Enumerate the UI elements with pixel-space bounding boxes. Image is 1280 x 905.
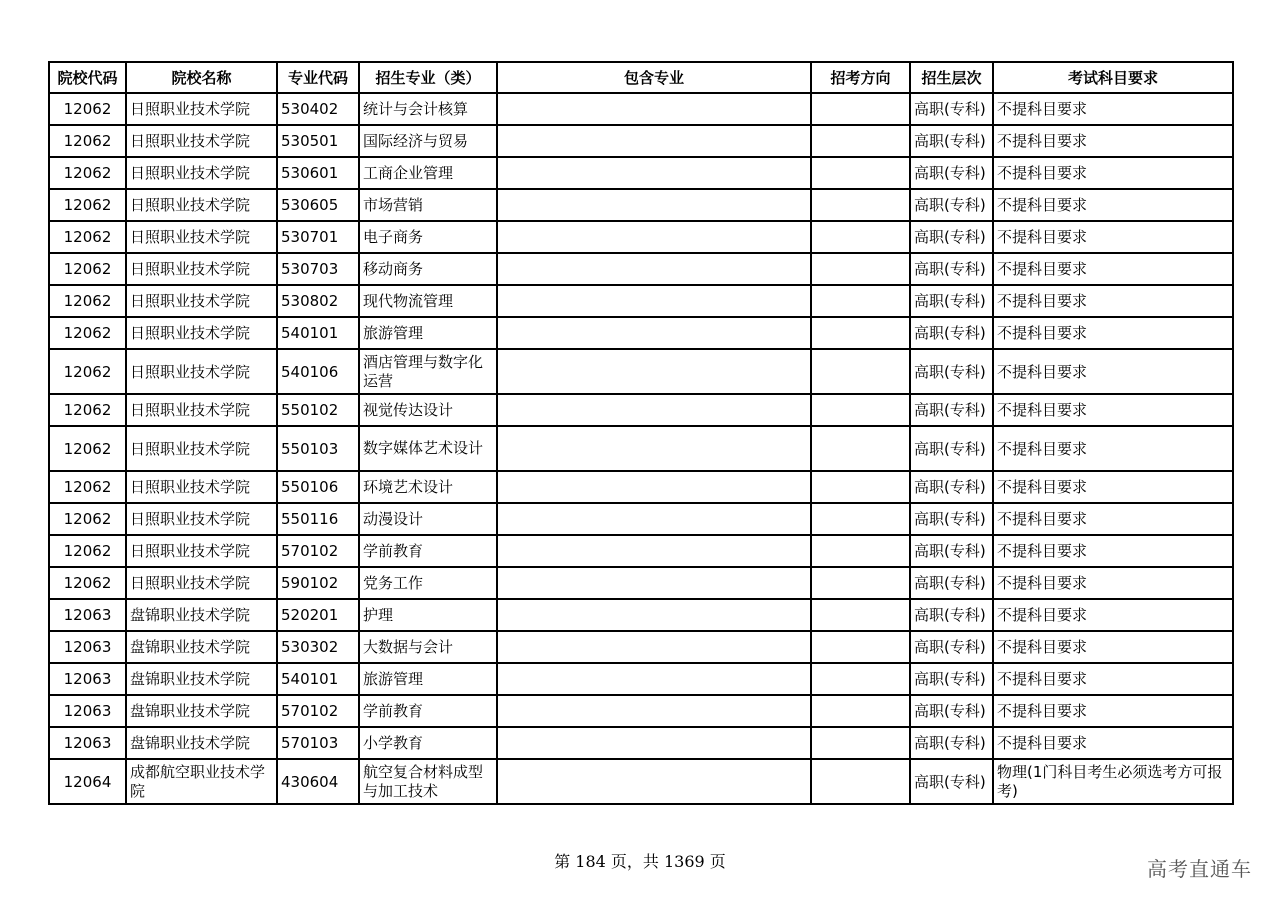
table-row: [49, 695, 1233, 727]
level-cell: 高职(专科): [910, 426, 993, 471]
school-name-cell: 日照职业技术学院: [126, 471, 277, 503]
major-cell: 学前教育: [359, 535, 497, 567]
major-code-cell: 590102: [277, 567, 359, 599]
major-cell: 工商企业管理: [359, 157, 497, 189]
included-majors-cell: [497, 125, 811, 157]
major-code-cell: 530501: [277, 125, 359, 157]
school-code-cell: 12062: [49, 349, 126, 394]
level-cell: 高职(专科): [910, 695, 993, 727]
level-cell: 高职(专科): [910, 93, 993, 125]
major-code-cell: 430604: [277, 759, 359, 804]
table-row: [49, 599, 1233, 631]
school-name-cell: 日照职业技术学院: [126, 285, 277, 317]
direction-cell: [811, 349, 910, 394]
subject-requirement-cell: 不提科目要求: [993, 535, 1233, 567]
school-name-cell: 盘锦职业技术学院: [126, 631, 277, 663]
school-code-cell: 12062: [49, 394, 126, 426]
major-cell: 酒店管理与数字化运营: [359, 349, 497, 394]
level-cell: 高职(专科): [910, 471, 993, 503]
table-row: [49, 317, 1233, 349]
table-row: [49, 503, 1233, 535]
major-code-cell: 530703: [277, 253, 359, 285]
included-majors-cell: [497, 253, 811, 285]
subject-requirement-cell: 不提科目要求: [993, 125, 1233, 157]
major-cell: 数字媒体艺术设计: [359, 426, 497, 471]
included-majors-cell: [497, 394, 811, 426]
included-majors-cell: [497, 285, 811, 317]
school-code-cell: 12062: [49, 285, 126, 317]
level-cell: 高职(专科): [910, 189, 993, 221]
school-name-cell: 日照职业技术学院: [126, 317, 277, 349]
school-name-cell: 日照职业技术学院: [126, 426, 277, 471]
included-majors-cell: [497, 471, 811, 503]
col-header-school-code: 院校代码: [49, 62, 126, 93]
major-code-cell: 530601: [277, 157, 359, 189]
major-cell: 市场营销: [359, 189, 497, 221]
col-header-subject-requirement: 考试科目要求: [993, 62, 1233, 93]
school-name-cell: 盘锦职业技术学院: [126, 727, 277, 759]
level-cell: 高职(专科): [910, 631, 993, 663]
subject-requirement-cell: 不提科目要求: [993, 157, 1233, 189]
school-code-cell: 12062: [49, 157, 126, 189]
school-code-cell: 12063: [49, 727, 126, 759]
school-code-cell: 12062: [49, 503, 126, 535]
major-code-cell: 540101: [277, 317, 359, 349]
major-code-cell: 530302: [277, 631, 359, 663]
school-code-cell: 12063: [49, 695, 126, 727]
school-name-cell: 日照职业技术学院: [126, 93, 277, 125]
school-code-cell: 12062: [49, 125, 126, 157]
subject-requirement-cell: 不提科目要求: [993, 471, 1233, 503]
col-header-school-name: 院校名称: [126, 62, 277, 93]
level-cell: 高职(专科): [910, 599, 993, 631]
school-name-cell: 日照职业技术学院: [126, 503, 277, 535]
included-majors-cell: [497, 93, 811, 125]
direction-cell: [811, 125, 910, 157]
table-row: [49, 567, 1233, 599]
included-majors-cell: [497, 695, 811, 727]
major-code-cell: 550102: [277, 394, 359, 426]
included-majors-cell: [497, 426, 811, 471]
table-row: [49, 93, 1233, 125]
table-row: [49, 471, 1233, 503]
school-code-cell: 12062: [49, 189, 126, 221]
admissions-table: [48, 61, 1234, 805]
included-majors-cell: [497, 221, 811, 253]
major-cell: 大数据与会计: [359, 631, 497, 663]
level-cell: 高职(专科): [910, 727, 993, 759]
subject-requirement-cell: 不提科目要求: [993, 317, 1233, 349]
major-cell: 视觉传达设计: [359, 394, 497, 426]
page-number: 第 184 页，共 1369 页: [554, 852, 726, 871]
level-cell: 高职(专科): [910, 567, 993, 599]
direction-cell: [811, 727, 910, 759]
level-cell: 高职(专科): [910, 394, 993, 426]
level-cell: 高职(专科): [910, 349, 993, 394]
subject-requirement-cell: 不提科目要求: [993, 426, 1233, 471]
direction-cell: [811, 663, 910, 695]
included-majors-cell: [497, 317, 811, 349]
major-cell: 电子商务: [359, 221, 497, 253]
included-majors-cell: [497, 349, 811, 394]
major-cell: 护理: [359, 599, 497, 631]
school-code-cell: 12062: [49, 426, 126, 471]
col-header-included-majors: 包含专业: [497, 62, 811, 93]
school-code-cell: 12063: [49, 663, 126, 695]
table-row: [49, 285, 1233, 317]
subject-requirement-cell: 不提科目要求: [993, 663, 1233, 695]
table-row: [49, 253, 1233, 285]
direction-cell: [811, 471, 910, 503]
level-cell: 高职(专科): [910, 535, 993, 567]
table-row: [49, 535, 1233, 567]
included-majors-cell: [497, 503, 811, 535]
level-cell: 高职(专科): [910, 221, 993, 253]
direction-cell: [811, 93, 910, 125]
table-row: [49, 663, 1233, 695]
subject-requirement-cell: 不提科目要求: [993, 93, 1233, 125]
school-code-cell: 12062: [49, 471, 126, 503]
major-cell: 学前教育: [359, 695, 497, 727]
subject-requirement-cell: 不提科目要求: [993, 727, 1233, 759]
school-name-cell: 日照职业技术学院: [126, 125, 277, 157]
level-cell: 高职(专科): [910, 759, 993, 804]
subject-requirement-cell: 不提科目要求: [993, 567, 1233, 599]
school-code-cell: 12063: [49, 631, 126, 663]
major-code-cell: 520201: [277, 599, 359, 631]
major-code-cell: 530701: [277, 221, 359, 253]
major-code-cell: 570103: [277, 727, 359, 759]
table-row: [49, 394, 1233, 426]
included-majors-cell: [497, 535, 811, 567]
included-majors-cell: [497, 759, 811, 804]
table-row: [49, 125, 1233, 157]
table-body: [49, 93, 1233, 804]
major-cell: 移动商务: [359, 253, 497, 285]
subject-requirement-cell: 不提科目要求: [993, 349, 1233, 394]
major-cell: 统计与会计核算: [359, 93, 497, 125]
major-code-cell: 530802: [277, 285, 359, 317]
school-code-cell: 12062: [49, 253, 126, 285]
major-cell: 现代物流管理: [359, 285, 497, 317]
direction-cell: [811, 599, 910, 631]
major-cell: 旅游管理: [359, 317, 497, 349]
major-cell: 环境艺术设计: [359, 471, 497, 503]
col-header-level: 招生层次: [910, 62, 993, 93]
table-row: [49, 631, 1233, 663]
school-name-cell: 日照职业技术学院: [126, 535, 277, 567]
school-code-cell: 12062: [49, 221, 126, 253]
table-row: [49, 189, 1233, 221]
school-name-cell: 成都航空职业技术学院: [126, 759, 277, 804]
subject-requirement-cell: 不提科目要求: [993, 285, 1233, 317]
subject-requirement-cell: 物理(1门科目考生必须选考方可报考): [993, 759, 1233, 804]
school-code-cell: 12063: [49, 599, 126, 631]
level-cell: 高职(专科): [910, 663, 993, 695]
major-code-cell: 550103: [277, 426, 359, 471]
table-row: [49, 349, 1233, 394]
school-name-cell: 盘锦职业技术学院: [126, 663, 277, 695]
watermark-text: 高考直通车: [1147, 857, 1252, 881]
major-cell: 动漫设计: [359, 503, 497, 535]
school-name-cell: 日照职业技术学院: [126, 253, 277, 285]
school-name-cell: 日照职业技术学院: [126, 221, 277, 253]
subject-requirement-cell: 不提科目要求: [993, 221, 1233, 253]
included-majors-cell: [497, 157, 811, 189]
included-majors-cell: [497, 599, 811, 631]
direction-cell: [811, 253, 910, 285]
school-code-cell: 12062: [49, 535, 126, 567]
school-name-cell: 盘锦职业技术学院: [126, 599, 277, 631]
table-row: [49, 759, 1233, 804]
school-name-cell: 日照职业技术学院: [126, 567, 277, 599]
level-cell: 高职(专科): [910, 125, 993, 157]
subject-requirement-cell: 不提科目要求: [993, 189, 1233, 221]
included-majors-cell: [497, 189, 811, 221]
school-code-cell: 12064: [49, 759, 126, 804]
direction-cell: [811, 317, 910, 349]
level-cell: 高职(专科): [910, 253, 993, 285]
col-header-major-code: 专业代码: [277, 62, 359, 93]
included-majors-cell: [497, 631, 811, 663]
direction-cell: [811, 157, 910, 189]
level-cell: 高职(专科): [910, 317, 993, 349]
direction-cell: [811, 631, 910, 663]
included-majors-cell: [497, 567, 811, 599]
table-row: [49, 157, 1233, 189]
direction-cell: [811, 189, 910, 221]
level-cell: 高职(专科): [910, 285, 993, 317]
subject-requirement-cell: 不提科目要求: [993, 503, 1233, 535]
subject-requirement-cell: 不提科目要求: [993, 599, 1233, 631]
direction-cell: [811, 567, 910, 599]
subject-requirement-cell: 不提科目要求: [993, 631, 1233, 663]
major-code-cell: 540106: [277, 349, 359, 394]
major-code-cell: 570102: [277, 535, 359, 567]
major-code-cell: 550106: [277, 471, 359, 503]
included-majors-cell: [497, 727, 811, 759]
major-code-cell: 570102: [277, 695, 359, 727]
direction-cell: [811, 221, 910, 253]
school-name-cell: 日照职业技术学院: [126, 394, 277, 426]
col-header-major: 招生专业（类）: [359, 62, 497, 93]
table-row: [49, 727, 1233, 759]
major-code-cell: 530402: [277, 93, 359, 125]
subject-requirement-cell: 不提科目要求: [993, 695, 1233, 727]
direction-cell: [811, 426, 910, 471]
school-name-cell: 盘锦职业技术学院: [126, 695, 277, 727]
direction-cell: [811, 285, 910, 317]
direction-cell: [811, 394, 910, 426]
major-code-cell: 540101: [277, 663, 359, 695]
subject-requirement-cell: 不提科目要求: [993, 253, 1233, 285]
direction-cell: [811, 759, 910, 804]
level-cell: 高职(专科): [910, 157, 993, 189]
table-row: [49, 221, 1233, 253]
major-cell: 航空复合材料成型与加工技术: [359, 759, 497, 804]
school-name-cell: 日照职业技术学院: [126, 189, 277, 221]
school-code-cell: 12062: [49, 317, 126, 349]
header-row: [49, 62, 1233, 93]
included-majors-cell: [497, 663, 811, 695]
major-cell: 旅游管理: [359, 663, 497, 695]
school-code-cell: 12062: [49, 567, 126, 599]
col-header-direction: 招考方向: [811, 62, 910, 93]
direction-cell: [811, 535, 910, 567]
school-name-cell: 日照职业技术学院: [126, 157, 277, 189]
major-code-cell: 530605: [277, 189, 359, 221]
level-cell: 高职(专科): [910, 503, 993, 535]
direction-cell: [811, 695, 910, 727]
school-name-cell: 日照职业技术学院: [126, 349, 277, 394]
major-code-cell: 550116: [277, 503, 359, 535]
major-cell: 党务工作: [359, 567, 497, 599]
school-code-cell: 12062: [49, 93, 126, 125]
direction-cell: [811, 503, 910, 535]
major-cell: 国际经济与贸易: [359, 125, 497, 157]
subject-requirement-cell: 不提科目要求: [993, 394, 1233, 426]
table-row: [49, 426, 1233, 471]
major-cell: 小学教育: [359, 727, 497, 759]
